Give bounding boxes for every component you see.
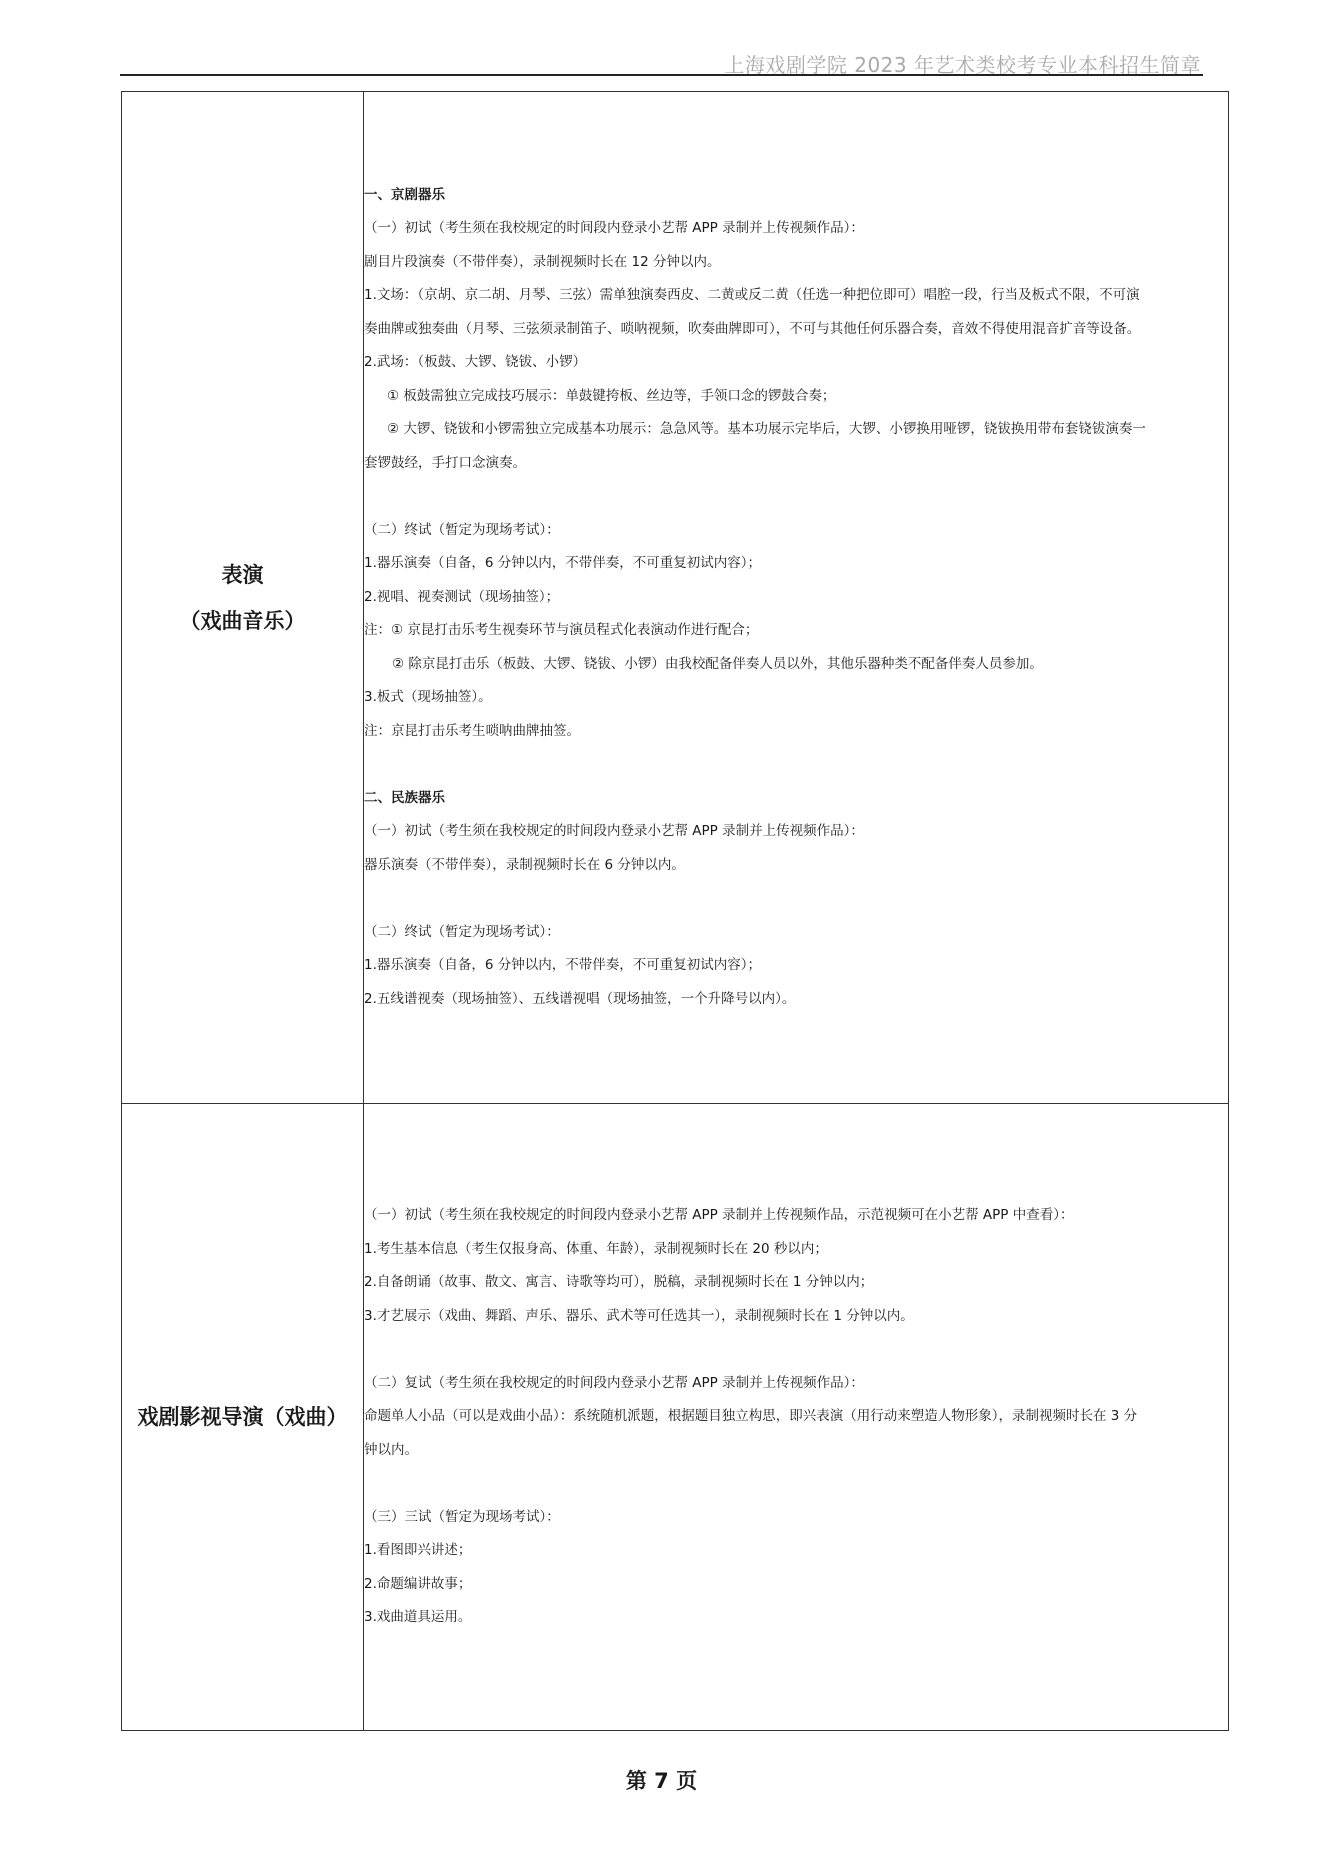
content-line: （二）终试（暂定为现场考试）： (364, 923, 560, 940)
content-line: 2.视唱、视奏测试（现场抽签）； (364, 588, 560, 605)
admissions-table (121, 91, 1229, 1731)
content-line: 1.文场：（京胡、京二胡、月琴、三弦）需单独演奏西皮、二黄或反二黄（任选一种把位即可）唱腔一段，行当及板式不限，不可演 (364, 287, 1140, 304)
content-line: 器乐演奏（不带伴奏），录制视频时长在 6 分钟以内。 (364, 856, 685, 873)
page-header (120, 44, 1203, 76)
major-name: 戏剧影视导演（戏曲） (137, 1405, 348, 1429)
content-line: （三）三试（暂定为现场考试）： (364, 1508, 560, 1525)
content-line: 套锣鼓经，手打口念演奏。 (364, 454, 526, 471)
content-cell (364, 1104, 1229, 1731)
content-line: 1.看图即兴讲述； (364, 1542, 472, 1559)
content-line: 剧目片段演奏（不带伴奏），录制视频时长在 12 分钟以内。 (364, 253, 721, 270)
content-line: ② 除京昆打击乐（板鼓、大锣、铙钹、小锣）由我校配备伴奏人员以外，其他乐器种类不配备伴奏人员参加。 (392, 655, 1043, 672)
content-line: 钟以内。 (364, 1441, 418, 1458)
header-title: 上海戏剧学院 2023 年艺术类校考专业本科招生简章 (724, 53, 1201, 77)
content-line: 注：京昆打击乐考生唢呐曲牌抽签。 (364, 722, 580, 739)
content-line: 2.五线谱视奏（现场抽签）、五线谱视唱（现场抽签，一个升降号以内）。 (364, 990, 796, 1007)
content-line: 3.才艺展示（戏曲、舞蹈、声乐、器乐、武术等可任选其一），录制视频时长在 1 分钟以内。 (364, 1307, 914, 1324)
major-name: 表演 (221, 562, 264, 587)
content-line: ② 大锣、铙钹和小锣需独立完成基本功展示：急急风等。基本功展示完毕后，大锣、小锣换用哑锣，铙钹换用带布套铙钹演奏一 (387, 421, 1146, 438)
major-cell (122, 1104, 364, 1731)
content-line: （一）初试（考生须在我校规定的时间段内登录小艺帮 APP 录制并上传视频作品，示范视频可在小艺帮 APP 中查看）： (364, 1207, 1074, 1224)
major-subtitle: （戏曲音乐） (179, 608, 306, 633)
blank-line (364, 480, 1228, 514)
content-cell (364, 92, 1229, 1104)
content-line: 1.器乐演奏（自备，6 分钟以内，不带伴奏，不可重复初试内容）； (364, 555, 762, 572)
table-row-opera-music (122, 92, 1229, 1104)
major-cell (122, 92, 364, 1104)
table-row-directing (122, 1104, 1229, 1731)
content-line: 1.器乐演奏（自备，6 分钟以内，不带伴奏，不可重复初试内容）； (364, 957, 762, 974)
section-heading: 一、京剧器乐 (364, 186, 445, 203)
content-line: 3.板式（现场抽签）。 (364, 689, 492, 706)
content-line: 注：① 京昆打击乐考生视奏环节与演员程式化表演动作进行配合； (364, 622, 759, 639)
content-line: 2.武场：（板鼓、大锣、铙钹、小锣） (364, 354, 587, 371)
content-line: 3.戏曲道具运用。 (364, 1609, 472, 1626)
content-line: 1.考生基本信息（考生仅报身高、体重、年龄），录制视频时长在 20 秒以内； (364, 1240, 828, 1257)
content-line: 2.命题编讲故事； (364, 1575, 472, 1592)
content-line: （二）复试（考生须在我校规定的时间段内登录小艺帮 APP 录制并上传视频作品）： (364, 1374, 864, 1391)
blank-line (364, 748, 1228, 782)
blank-line (364, 1333, 1228, 1367)
content-line: 命题单人小品（可以是戏曲小品）：系统随机派题，根据题目独立构思，即兴表演（用行动来塑造人物形象），录制视频时长在 3 分 (364, 1408, 1138, 1425)
exam-requirements (364, 1199, 1228, 1635)
blank-line (364, 1467, 1228, 1501)
content-line: （一）初试（考生须在我校规定的时间段内登录小艺帮 APP 录制并上传视频作品）： (364, 220, 864, 237)
content-line: 奏曲牌或独奏曲（月琴、三弦须录制笛子、唢呐视频，吹奏曲牌即可），不可与其他任何乐器合奏，音效不得使用混音扩音等设备。 (364, 320, 1141, 337)
page-number: 第 7 页 (625, 1769, 698, 1793)
content-line: 2.自备朗诵（故事、散文、寓言、诗歌等均可），脱稿，录制视频时长在 1 分钟以内； (364, 1274, 874, 1291)
content-line: （二）终试（暂定为现场考试）： (364, 521, 560, 538)
blank-line (364, 882, 1228, 916)
content-line: （一）初试（考生须在我校规定的时间段内登录小艺帮 APP 录制并上传视频作品）： (364, 823, 864, 840)
section-heading: 二、民族器乐 (364, 789, 445, 806)
content-line: ① 板鼓需独立完成技巧展示：单鼓键挎板、丝边等，手领口念的锣鼓合奏； (387, 387, 836, 404)
exam-requirements (364, 179, 1228, 1017)
